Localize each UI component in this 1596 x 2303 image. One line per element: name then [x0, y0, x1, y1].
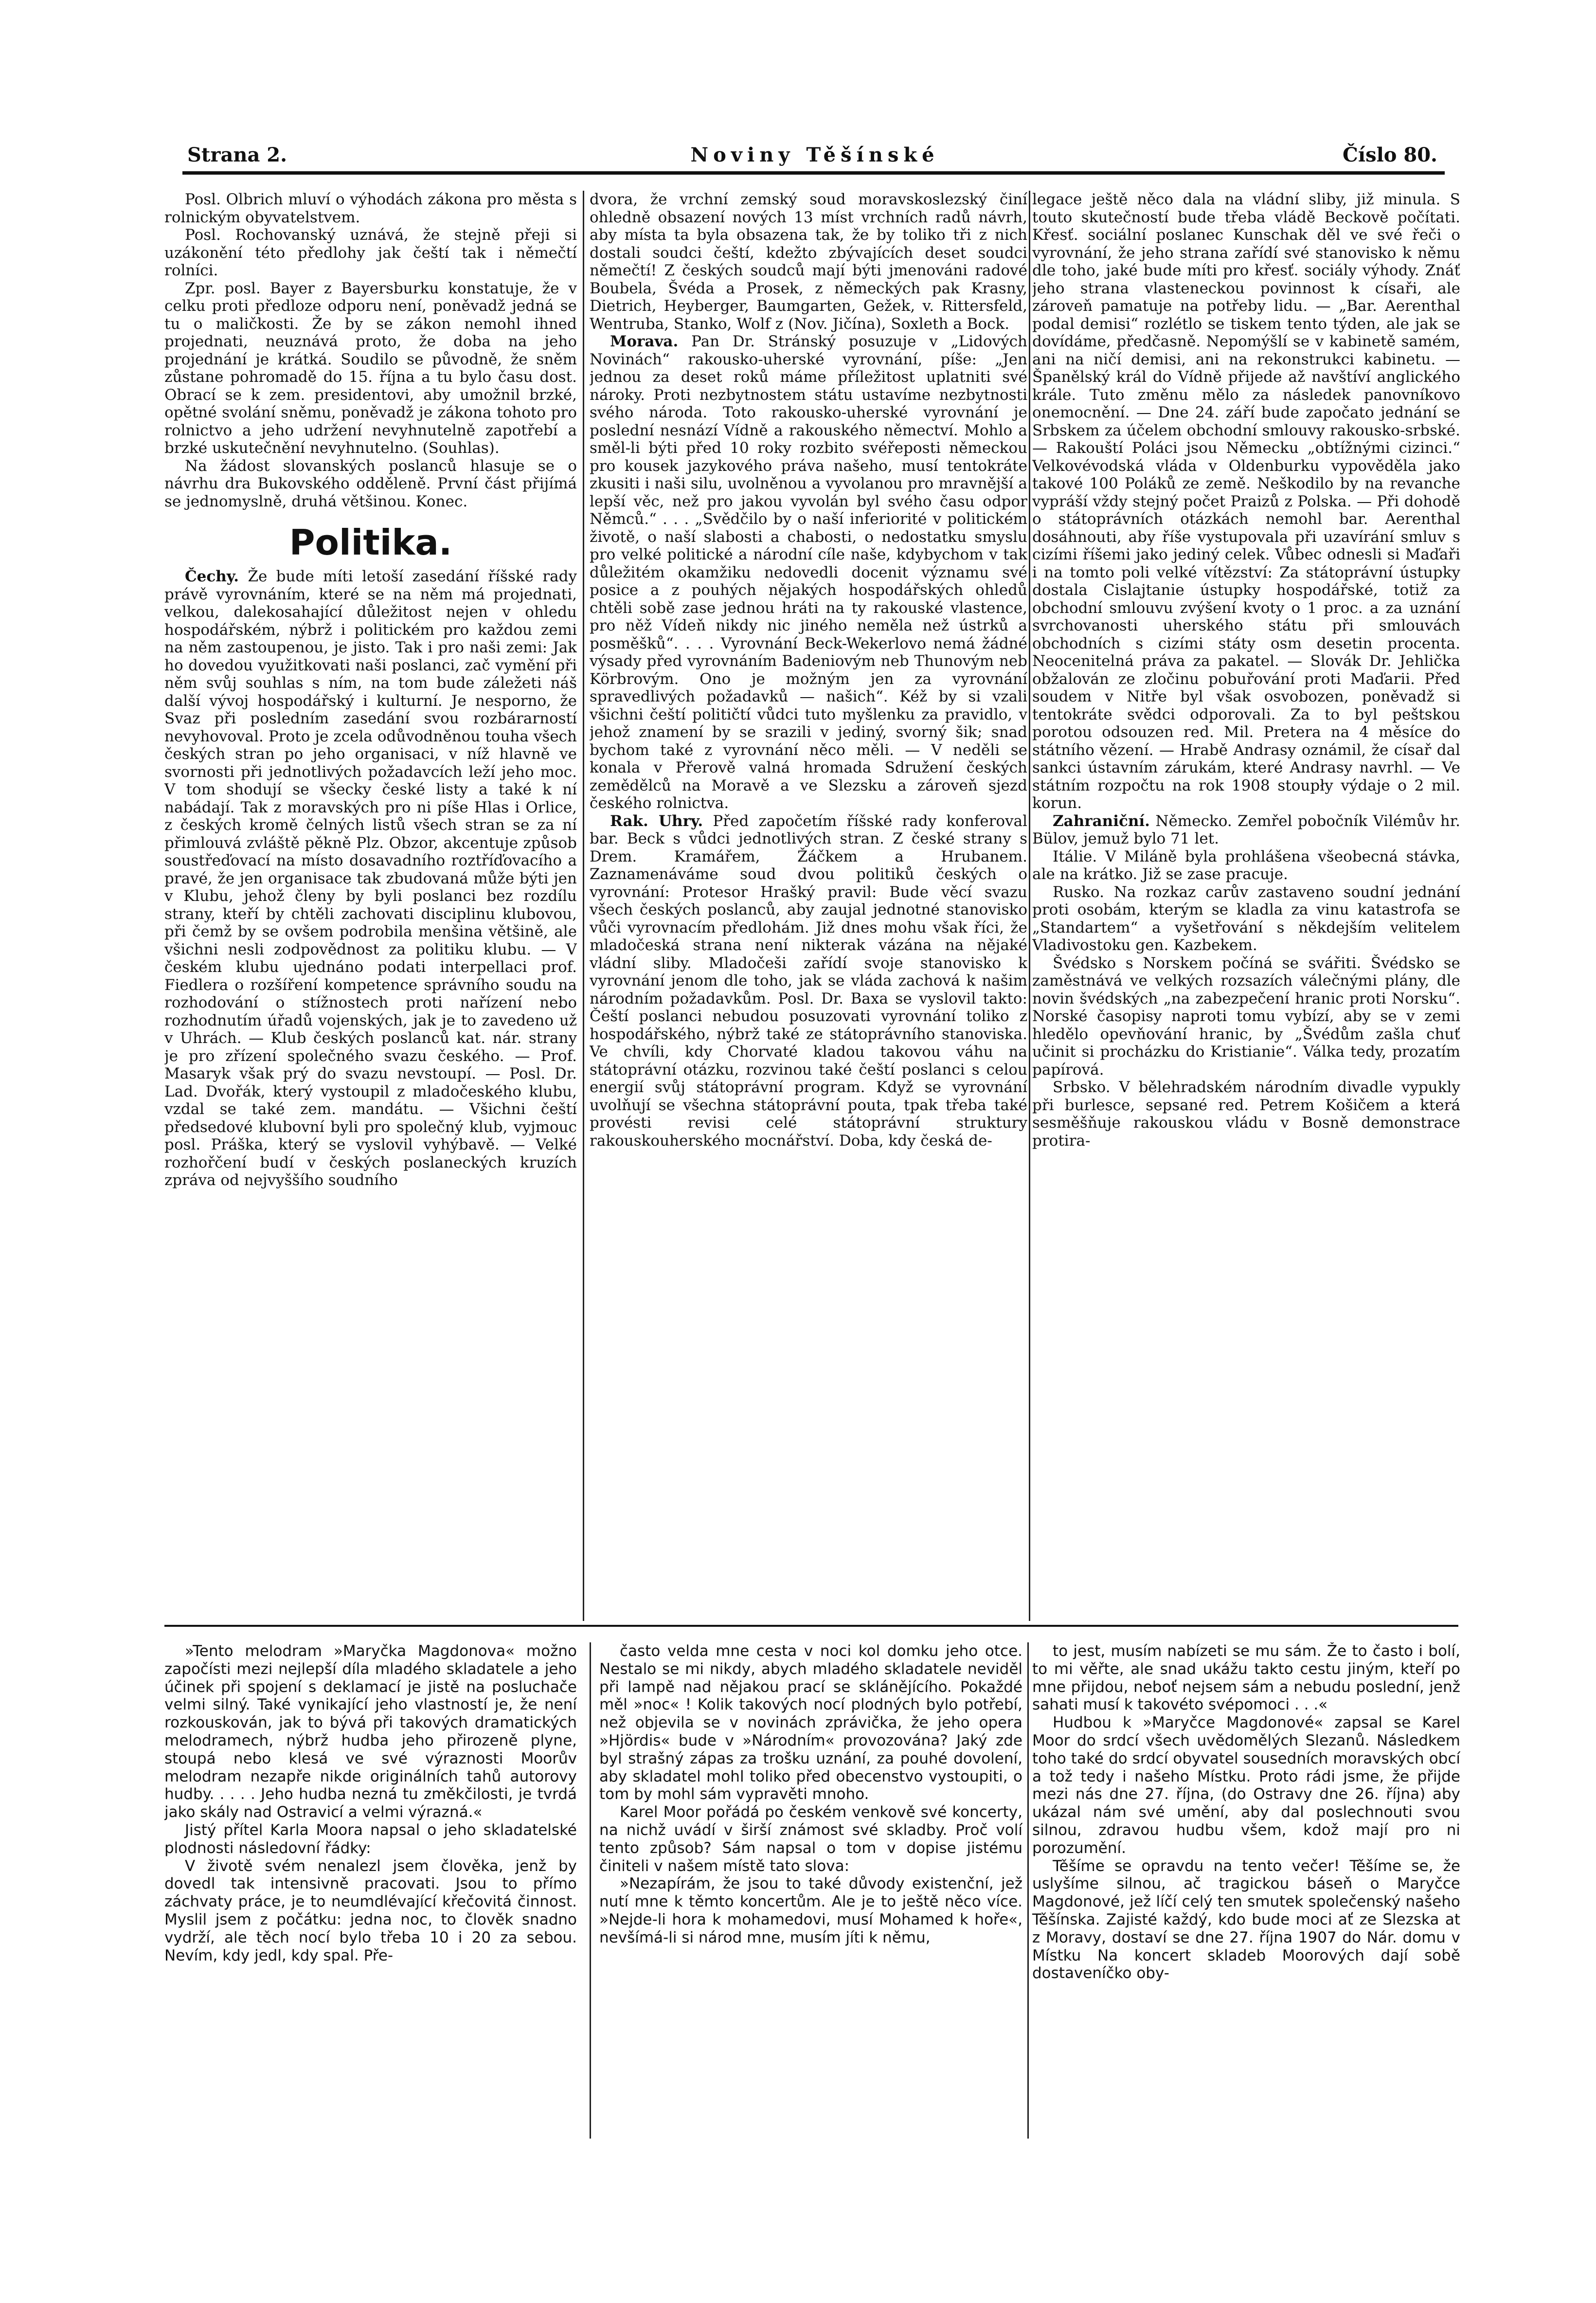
paragraph — [164, 568, 577, 1189]
paragraph — [1032, 812, 1460, 848]
column-divider — [590, 1642, 591, 2139]
paragraph: to jest, musím nabízeti se mu sám. Že to často i bolí, to mi věřte, ale snad ukážu takto cestu jiným, kteří po mne přijdou, neboť nejsem sám a nebudu poslední, jenž sahati musí k takovéto svépomoci . . .« — [1032, 1642, 1460, 1714]
feuilleton-column-1 — [164, 1642, 577, 2139]
paragraph-text: Že bude míti letoší zasedání říšské rady právě vyrovnáním, které se na něm má projednati, velkou, dalekosahající důležitost nejen v ohledu hospodářském, nýbrž i politickém pro každou zemi na něm zastoupenou, je jisto. Tak i pro naši zemi: Jak ho dovedou využitkovati naši poslanci, zač vymění při něm svůj souhlas s ním, na tom bude záležeti náš další vývoj hospodářský i kulturní. Je nesporno, že Svaz při posledním zasedání svou rozbárarností nevyhovoval. Proto je zcela odůvodněnou touha všech českých stran po jeho organisaci, v níž hlavně ve svornosti při jednotlivých požadavcích leží jeho moc. V tom shodují se všecky české listy a také k ní nabádají. Tak z moravských pro ni píše Hlas i Orlice, z českých kromě čelných listů všech stran se za ní přimlouvá zvláště pěkně Plz. Obzor, akcentuje způsob soustřeďovací na místo dosavadního roztříďovacího a pravé, že jen organisace tak zbudovaná může býti jen v Klubu, jehož členy by byli poslanci bez rozdílu strany, kteří by chtěli zachovati disciplinu klubovou, při čemž by se ovšem podrobila menšina většině, ale všichni nesli zodpovědnost za politiku klubu. — V českém klubu ujednáno podati interpellaci prof. Fiedlera o rozšíření kompetence správního soudu na rozhodování o stížnostech proti nařízení nebo rozhodnutím úřadů vojenských, jak je to zavedeno už v Uhrách. — Klub českých poslanců kat. nár. strany je pro zřízení společného svazu českého. — Prof. Masaryk však prý do svazu nevstoupí. — Posl. Dr. Lad. Dvořák, který vystoupil z mladočeského klubu, vzdal se také zem. mandátu. — Všichni čeští předsedové klubovní byli pro společný klub, vyjmouc posl. Práška, který se vyslovil vyhýbavě. — Velké rozhořčení budí v českých poslaneckých kruzích zpráva od nejvyššího soudního — [164, 568, 577, 1189]
feuilleton-column-3 — [1032, 1642, 1460, 2139]
feuilleton-column-2 — [599, 1642, 1022, 2139]
header-rule — [182, 171, 1445, 175]
paragraph — [590, 812, 1027, 1150]
paragraph — [590, 333, 1027, 812]
paragraph-text: Před započetím říšské rady konferoval bar. Beck s vůdci jednotlivých stran. Z české strany s Drem. Kramářem, Žáčkem a Hrubanem. Zaznamenáváme soud dvou politiků českých o vyrovnání: Protesor Hrašký pravil: Bude věcí svazu všech českých poslanců, aby zaujal jednotné stanovisko vůči vyrovnacím předlohám. Již dnes mohu však říci, že mladočeská strana není nikterak vázána na nějaké vládní sliby. Mladočeši zařídí svoje stanovisko k vyrovnání jenom dle toho, jak se vláda zachová k našim národním požadavkům. Posl. Dr. Baxa se vyslovil takto: Čeští poslanci nebudou posuzovati vyrovnání toliko z hospodářského, nýbrž také ze státoprávního stanoviska. Ve chvíli, kdy Chorvaté kladou takovou váhu na státoprávní otázku, rozvinou také čeští poslanci s celou energií svůj státoprávní program. Když se vyrovnání uvolňují se všechna státoprávní pouta, tpak třeba také provésti revisi celé státoprávní struktury rakouskouherského mocnářství. Doba, kdy česká de- — [590, 812, 1027, 1150]
paragraph-text: Německo. Zemřel pobočník Vilémův hr. Bülov, jemuž bylo 71 let. — [1032, 812, 1460, 847]
paragraph: Jistý přítel Karla Moora napsal o jeho skladatelské plodnosti následovní řádky: — [164, 1821, 577, 1857]
paragraph: často velda mne cesta v noci kol domku jeho otce. Nestalo se mi nikdy, abych mladého skladatele neviděl při lampě nad nějakou prací se sklánějícího. Pokaždé měl »noc« ! Kolik takových nocí plodných bylo potřebí, než objevila se v novinách zprávička, že jeho opera »Hjördis« bude v »Národním« provozována? Jaký zde byl strašný zápas za trošku uznání, za pouhé dovolení, aby skladatel mohl toliko před obecenstvo vystoupiti, o tom by mohl sám vypravěti mnoho. — [599, 1642, 1022, 1803]
paragraph: Itálie. V Miláně byla prohlášena všeobecná stávka, ale na krátko. Již se zase pracuje. — [1032, 847, 1460, 883]
issue-number: Číslo 80. — [1343, 144, 1437, 166]
paragraph: dvora, že vrchní zemský soud moravskoslezský činí ohledně obsazení nových 13 míst vrchních radů návrh, aby místa ta byla obsazena tak, že by toliko tři z nich dostali soudci čeští, kdežto zbývajících deset soudci němečtí! Z českých soudců mají býti jmenováni radové Boubela, Švéda a Prosek, z německých pak Krasny, Dietrich, Heyberger, Baumgarten, Gežek, v. Rittersfeld, Wentruba, Stanko, Wolf z (Nov. Jičína), Soxleth a Bock. — [590, 191, 1027, 333]
feuilleton-rule — [164, 1625, 1458, 1627]
paragraph: Těšíme se opravdu na tento večer! Těšíme se, že uslyšíme silnou, ač tragickou báseň o Maryčce Magdonové, jež líčí celý ten smutek společenský našeho Těšínska. Zajisté každý, kdo bude moci ať ze Slezska at z Moravy, dostaví se dne 27. října 1907 do Nár. domu v Místku Na koncert skladeb Moorových dají sobě dostaveníčko oby- — [1032, 1857, 1460, 1982]
page-header — [187, 137, 1437, 166]
column-3 — [1032, 191, 1460, 1621]
column-divider — [1029, 191, 1030, 1621]
column-divider — [583, 191, 584, 1621]
column-divider — [1027, 1642, 1029, 2139]
paragraph: Karel Moor pořádá po českém venkově své koncerty, na nichž uvádí v širší známost své skladby. Proč volí tento způsob? Sám napsal o tom v dopise jistému činiteli v našem místě tato slova: — [599, 1803, 1022, 1875]
paragraph-lead: Rak. Uhry. — [610, 812, 703, 830]
paragraph-lead: Zahraniční. — [1053, 812, 1150, 830]
paragraph: Na žádost slovanských poslanců hlasuje se o návrhu dra Bukovského odděleně. První část přijímá se jednomyslně, druhá většinou. Konec. — [164, 457, 577, 510]
paragraph-lead: Čechy. — [185, 568, 239, 585]
paragraph: Rusko. Na rozkaz carův zastaveno soudní jednání proti osobám, kterým se kladla za vinu katastrofa se „Standartem“ a vyšetřování s někdejším velitelem Vladivostoku gen. Kazbekem. — [1032, 883, 1460, 954]
paragraph: V životě svém nenalezl jsem člověka, jenž by dovedl tak intensivně pracovati. Jsou to přímo záchvaty práce, je to neumdlévající křečovitá činnost. Myslil jsem z počátku: jedna noc, to člověk snadno vydrží, ale těch nocí bylo třeba 10 i 20 za sebou. Nevím, kdy jedl, kdy spal. Pře- — [164, 1857, 577, 1964]
paragraph: Srbsko. V bělehradském národním divadle vypukly při burlesce, sepsané red. Petrem Košičem a která sesměšňuje rakouskou vládu v Bosně demonstrace protira- — [1032, 1079, 1460, 1150]
paragraph-text: Pan Dr. Stránský posuzuje v „Lidových Novinách“ rakousko-uherské vyrovnání, píše: „Jen jednou za deset roků máme příležitost uplatniti své nároky. Proti nezbytnostem státu ustavíme nezbytnosti svého národa. Toto rakousko-uherské vyrovnání je poslední nesnází Vídně a rakouského němectví. Mohlo a směl-li býti před 10 roky rozbito svéřeposti německou pro kousek jazykového práva našeho, musí tentokráte zkusiti i naši silu, uvolněnou a vyvolanou pro mravnější a lepší věc, než pro jakou vyvolán byl svého času odpor Němců.“ . . . „Svědčilo by o naší inferiorité v politickém životě, o naší slabosti a chabosti, o nedostatku smyslu pro velké politické a národní cíle naše, kdybychom v tak důležitém okamžiku nedovedli docenit významu své posice a z pouhých nějakých hospodářských ohledů chtěli sobě zase jednou hráti na ty rakouské vlastence, pro něž Vídeň nikdy nic jiného neměla než ústrků a posměšků“. . . . Vyrovnání Beck-Wekerlovo nemá žádné výsady před vyrovnáním Badeniovým neb Thunovým neb Körbrovým. Ono je možným jen za vyrovnání spravedlivých požadavků — našich“. Kéž by si vzali všichni čeští političtí vůdci tuto myšlenku za pravidlo, v jehož znamení by se srazili v jediný, svorný šik; snad bychom také z vyrovnání něco měli. — V neděli se konala v Přerově valná hromada Sdružení českých zemědělců na Moravě a ve Slezsku a zároveň sjezd českého rolnictva. — [590, 333, 1027, 812]
paragraph-lead: Morava. — [610, 333, 679, 350]
paragraph: Hudbou k »Maryčce Magdonové« zapsal se Karel Moor do srdcí všech uvědomělých Slezanů. Následkem toho také do srdcí obyvatel sousedních moravských obcí a tož tedy i našeho Místku. Proto rádi jsme, že přijde mezi nás dne 27. října, (do Ostravy dne 26. října) aby ukázal nám své umění, aby dal poslechnouti svou silnou, zdravou hudbu všem, kdož mají pro ni porozumění. — [1032, 1714, 1460, 1857]
column-2 — [590, 191, 1027, 1621]
column-1 — [164, 191, 577, 1621]
paragraph: »Nezapírám, že jsou to také důvody existenční, jež nutí mne k těmto koncertům. Ale je to ještě něco více. »Nejde-li hora k mohamedovi, musí Mohamed k hoře«, nevšímá-li si národ mne, musím jíti k němu, — [599, 1875, 1022, 1946]
newspaper-title: Noviny Těšínské — [690, 144, 939, 166]
paragraph: Švédsko s Norskem počíná se svářiti. Švédsko se zaměstnává ve velkých rozsazích válečnými plány, dle novin švédských „na zabezpečení hranic proti Norsku“. Norské časopisy naproti tomu vybízí, aby se v zemi hledělo opevňování hranic, by „Švédům zašla chuť učinit si procházku do Kristianie“. Válka tedy, prozatím papírová. — [1032, 954, 1460, 1079]
paragraph: Zpr. posl. Bayer z Bayersburku konstatuje, že v celku proti předloze odporu není, poněvadž jedná se tu o maličkosti. Že by se zákon nemohl ihned projednati, neuznává proto, že doba na jeho projednání je krátká. Soudilo se původně, že sněm zůstane pohromadě do 15. října a tu bylo času dost. Obrací se k zem. presidentovi, aby umožnil brzké, opětné svolání sněmu, poněvadž je zákona tohoto pro rolnictvo a jeho udržení nevyhnutelně zapotřebí a brzké uskutečnění nevyhnutelno. (Souhlas). — [164, 279, 577, 457]
page-number: Strana 2. — [187, 144, 287, 166]
paragraph: »Tento melodram »Maryčka Magdonova« možno započísti mezi nejlepší díla mladého skladatele a jeho účinek při spojení s deklamací je jistě na posluchače velmi silný. Také vynikající jeho vlastností je, že není rozkouskován, jak to bývá při takových dramatických melodramech, nýbrž hudba jeho přirozeně plyne, stoupá nebo klesá ve své výraznosti Moorův melodram nezapře nikde originálních tahů autorovy hudby. . . . . Jeho hudba nezná tu změkčilosti, je tvrdá jako skály nad Ostravicí a velmi výrazná.« — [164, 1642, 577, 1821]
paragraph: Posl. Rochovanský uznává, že stejně přeji si uzákonění této předlohy jak čeští tak i němečtí rolníci. — [164, 226, 577, 279]
paragraph: Posl. Olbrich mluví o výhodách zákona pro města s rolnickým obyvatelstvem. — [164, 191, 577, 226]
paragraph: legace ještě něco dala na vládní sliby, již minula. S touto skutečností bude třeba vládě Beckově počítati. Křesť. sociální poslanec Kunschak děl ve své řeči o vyrovnání, že jeho strana zařídí své stanovisko k němu dle toho, jaké bude míti pro křesť. sociály výhody. Znáť jeho strana vlasteneckou povinnost k císaři, ale zároveň pamatuje na potřeby lidu. — „Bar. Aerenthal podal demisi“ rozlétlo se tiskem tento týden, ale jak se dovídáme, předčasně. Nepomýšlí se v kabinetě samém, ani na ničí demisi, ani na rekonstrukci kabinetu. — Španělský král do Vídně přijede až navštíví anglického krále. Tuto změnu mělo za následek panovníkovo onemocnění. — Dne 24. září bude započato jednání se Srbskem za účelem obchodní smlouvy rakousko-srbské. — Rakouští Poláci jsou Německu „obtížnými cizinci.“ Velkovévodská vláda v Oldenburku vypověděla jako takové 100 Poláků ze země. Neškodilo by na revanche vypráší vždy stejný počet Praizů z Polska. — Při dohodě o státoprávních otázkách nemohl bar. Aerenthal dosáhnouti, aby říše vystupovala při uzavírání smluv s cizími říšemi jako jediný celek. Vůbec odnesli si Maďaři i na tomto poli velké vítězství: Za státoprávní ústupky dostala Cislajtanie ústupky hospodářské, totiž za obchodní smlouvu zvýšení kvoty o 1 proc. a za uznání svrchovanosti uherského státu při smlouvách obchodních s cizími státy osm desetin procenta. Neocenitelná práva za pakatel. — Slovák Dr. Jehlička obžalován ze zločinu pobuřování proti Maďarii. Před soudem v Nitře byl však osvobozen, poněvadž si tentokráte svědci odporovali. Za to byl peštskou porotou odsouzen red. Mil. Pretera na 4 měsíce do státního vězení. — Hrabě Andrasy oznámil, že císař dal sankci ústavním zárukám, které Andrasy navrhl. — Ve státním rozpočtu na rok 1908 stoupły výdaje o 2 mil. korun. — [1032, 191, 1460, 812]
section-title: Politika. — [289, 522, 452, 563]
